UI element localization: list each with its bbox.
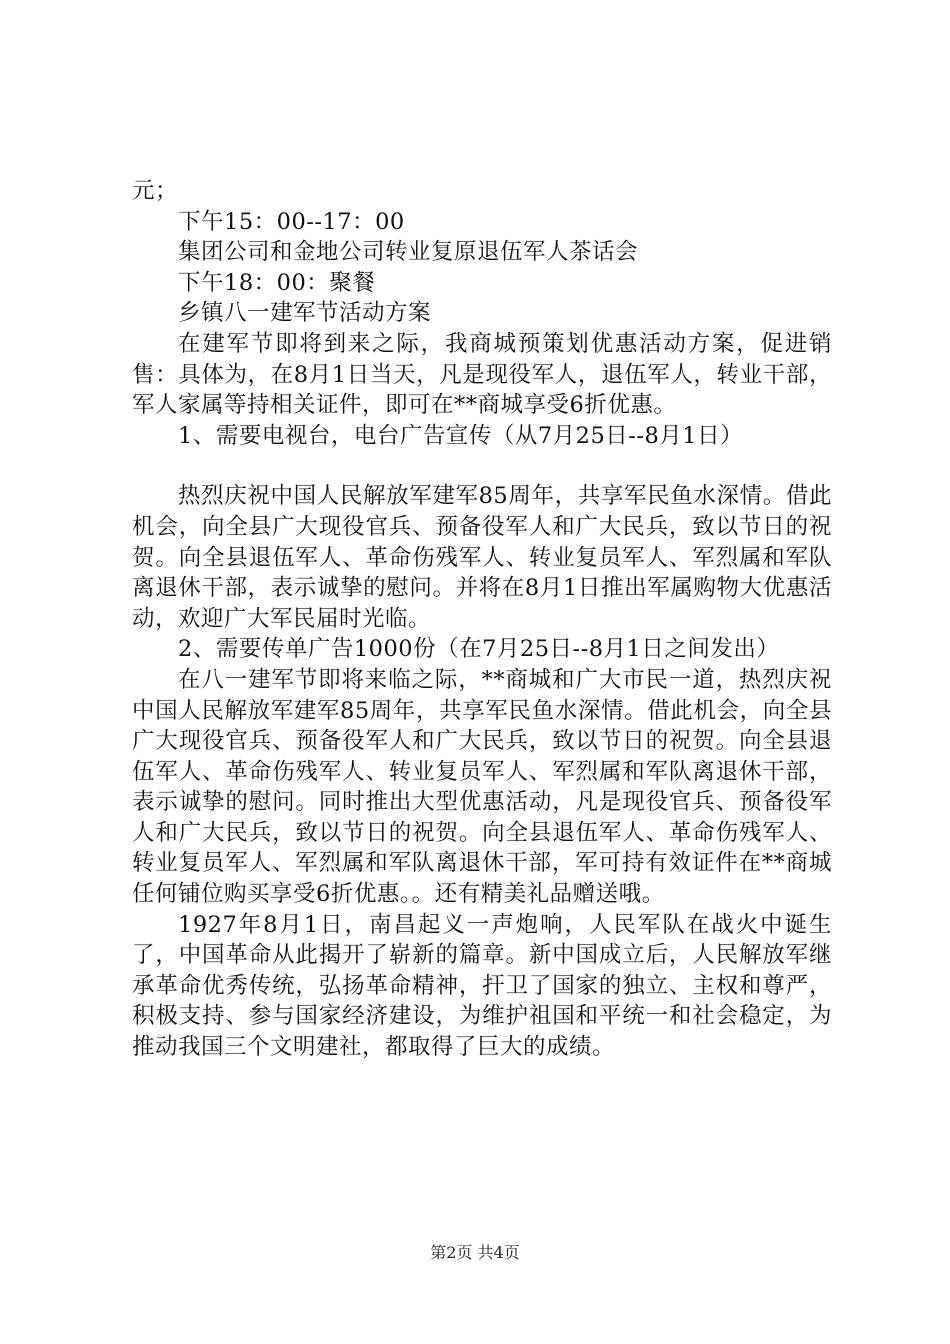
paragraph-continuation: 元； — [132, 178, 179, 204]
paragraph-ad-copy: 热烈庆祝中国人民解放军建军85周年，共享军民鱼水深情。借此机会，向全县广大现役官兵、预备役军人和广大民兵，致以节日的祝贺。向全县退伍军人、革命伤残军人、转业复员军人、军烈属和军队离退休干部，表示诚挚的慰问。并将在8月1日推出军属购物大优惠活动，欢迎广大军民届时光临。 — [132, 483, 832, 632]
page-footer: 第2页 共4页 — [430, 1243, 520, 1262]
section-title: 乡镇八一建军节活动方案 — [178, 300, 432, 327]
paragraph-intro: 在建军节即将到来之际，我商城预策划优惠活动方案，促进销售：具体为，在8月1日当天，凡是现役军人，退伍军人，转业干部，军人家属等持相关证件，即可在**商城享受6折优惠。 — [132, 330, 832, 419]
blank-line — [132, 451, 832, 481]
list-item-flyers: 2、需要传单广告1000份（在7月25日--8月1日之间发出） — [178, 636, 780, 663]
list-item-tv-radio: 1、需要电视台，电台广告宣传（从7月25日--8月1日） — [178, 422, 744, 449]
paragraph-history: 1927年8月1日，南昌起义一声炮响，人民军队在战火中诞生了，中国革命从此揭开了崭新的篇章。新中国成立后，人民解放军继承革命优秀传统，弘扬革命精神，扞卫了国家的独立、主权和尊严，积极支持、参与国家经济建设，为维护祖国和平统一和社会稳定，为推动我国三个文明建社，都取得了巨大的成绩。 — [132, 911, 832, 1061]
schedule-line-dinner: 下午18：00：聚餐 — [178, 269, 376, 296]
schedule-line-afternoon: 下午15：00--17：00 — [178, 208, 405, 235]
document-body — [132, 176, 832, 1063]
paragraph-flyer-copy: 在八一建军节即将来临之际，**商城和广大市民一道，热烈庆祝中国人民解放军建军85周年，共享军民鱼水深情。借此机会，向全县广大现役官兵、预备役军人和广大民兵，致以节日的祝贺。向全县退伍军人、革命伤残军人、转业复员军人、军烈属和军队离退休干部，表示诚挚的慰问。同时推出大型优惠活动，凡是现役官兵、预备役军人和广大民兵，致以节日的祝贺。向全县退伍军人、革命伤残军人、转业复员军人、军烈属和军队离退休干部，军可持有效证件在**商城任何铺位购买享受6折优惠。。还有精美礼品赠送哦。 — [132, 666, 832, 908]
schedule-line-tea-party: 集团公司和金地公司转业复原退伍军人茶话会 — [178, 239, 639, 266]
